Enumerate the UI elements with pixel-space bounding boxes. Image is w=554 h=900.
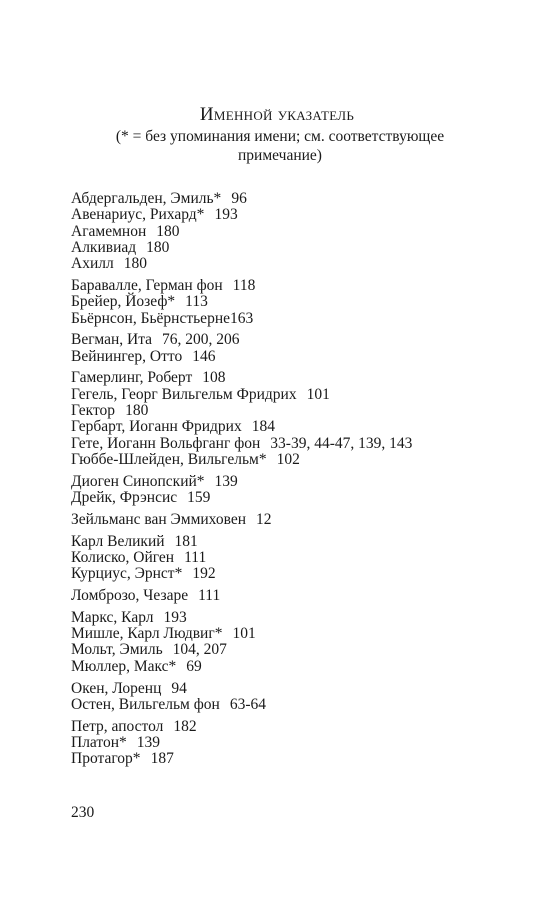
index-entry (71, 191, 511, 207)
entry-name: Зейльманс ван Эммиховен (71, 510, 246, 528)
index-entry (71, 294, 511, 310)
entry-name: Гете, Иоганн Вольфганг фон (71, 434, 261, 452)
index-entry (71, 626, 511, 642)
index-letter-group (71, 719, 511, 768)
index-entry (71, 735, 511, 751)
entry-name: Курциус, Эрнст* (71, 565, 183, 583)
page-number: 230 (71, 804, 95, 821)
index-letter-group (71, 370, 511, 468)
entry-name: Авенариус, Рихард* (71, 206, 205, 224)
index-entry (71, 349, 511, 365)
page-title (0, 104, 554, 126)
entry-name: Мишле, Карл Людвиг* (71, 625, 223, 643)
entry-name: Маркс, Карл (71, 608, 154, 626)
index-entry (71, 436, 511, 452)
entry-name: Брейер, Йозеф* (71, 293, 176, 311)
entry-name: Ломброзо, Чезаре (71, 587, 189, 605)
entry-name: Гюббе-Шлейден, Вильгельм* (71, 450, 267, 468)
entry-name: Алкивиад (71, 238, 137, 256)
index-letter-group (71, 191, 511, 272)
index-entry (71, 534, 511, 550)
index-entry (71, 588, 511, 604)
index-entry (71, 452, 511, 468)
entry-pages: 113 (185, 293, 208, 311)
entry-pages: 12 (256, 510, 272, 528)
index-entry (71, 697, 511, 713)
entry-name: Петр, апостол (71, 717, 164, 735)
entry-name: Карл Великий (71, 532, 165, 550)
index-entry (71, 278, 511, 294)
index-entry (71, 610, 511, 626)
subtitle-line: (* = без упоминания имени; см. соответствующее (115, 128, 445, 145)
entry-pages: 180 (156, 222, 180, 240)
index-entry (71, 403, 511, 419)
name-index (71, 191, 511, 773)
entry-pages: 118 (232, 276, 256, 294)
entry-name: Гамерлинг, Роберт (71, 369, 193, 387)
entry-pages: 193 (214, 206, 238, 224)
index-letter-group (71, 474, 511, 507)
entry-pages: 76, 200, 206 (162, 331, 240, 349)
entry-pages: 111 (184, 548, 207, 566)
entry-pages: 159 (187, 489, 211, 507)
entry-name: Дрейк, Фрэнсис (71, 489, 178, 507)
index-letter-group (71, 332, 511, 365)
index-letter-group (71, 681, 511, 714)
index-entry (71, 311, 511, 327)
entry-pages: 94 (171, 679, 187, 697)
entry-pages: 163 (230, 309, 254, 327)
entry-name: Колиско, Ойген (71, 548, 175, 566)
index-letter-group (71, 278, 511, 327)
entry-name: Абдергальден, Эмиль* (71, 190, 222, 207)
entry-pages: 139 (136, 733, 161, 751)
entry-pages: 180 (123, 255, 147, 273)
entry-pages: 187 (150, 750, 174, 768)
index-entry (71, 659, 511, 675)
entry-pages: 69 (186, 657, 202, 675)
entry-name: Остен, Вильгельм фон (71, 695, 220, 713)
entry-pages: 96 (231, 190, 247, 207)
entry-pages: 193 (163, 608, 187, 626)
index-entry (71, 490, 511, 506)
index-entry (71, 240, 511, 256)
index-entry (71, 224, 511, 240)
page-subtitle (60, 127, 500, 165)
entry-pages: 182 (173, 717, 197, 735)
index-letter-group (71, 610, 511, 675)
index-entry (71, 256, 511, 272)
entry-name: Диоген Синопский* (71, 472, 205, 490)
index-entry (71, 719, 511, 735)
entry-pages: 192 (192, 565, 216, 583)
entry-pages: 146 (192, 347, 216, 365)
index-letter-group (71, 534, 511, 583)
index-entry (71, 332, 511, 348)
entry-name: Баравалле, Герман фон (71, 276, 223, 294)
entry-name: Вегман, Ита (71, 331, 153, 349)
entry-pages: 102 (276, 450, 300, 468)
entry-name: Вейнингер, Отто (71, 347, 183, 365)
entry-pages: 111 (198, 587, 221, 605)
index-letter-group (71, 588, 511, 604)
index-entry (71, 370, 511, 386)
entry-name: Ахилл (71, 255, 114, 273)
index-entry (71, 681, 511, 697)
title-initial: И (199, 104, 214, 125)
entry-name: Протагор* (71, 750, 141, 768)
index-entry (71, 512, 511, 528)
entry-pages: 139 (214, 472, 238, 490)
entry-pages: 108 (202, 369, 226, 387)
subtitle-line: примечание) (238, 147, 322, 164)
entry-pages: 180 (125, 402, 149, 420)
index-entry (71, 387, 511, 403)
entry-name: Гегель, Георг Вильгельм Фридрих (71, 385, 297, 403)
index-letter-group (71, 512, 511, 528)
entry-name: Агамемнон (71, 222, 147, 240)
index-entry (71, 550, 511, 566)
entry-pages: 184 (251, 418, 275, 436)
entry-pages: 101 (232, 625, 256, 643)
entry-name: Гектор (71, 402, 116, 420)
index-entry (71, 566, 511, 582)
index-entry (71, 419, 511, 435)
entry-name: Мольт, Эмиль (71, 641, 163, 659)
entry-pages: 181 (174, 532, 198, 550)
entry-name: Бьёрнсон, Бьёрнстьерне (71, 309, 230, 327)
entry-name: Мюллер, Макс* (71, 657, 177, 675)
entry-pages: 63-64 (229, 695, 266, 713)
title-rest: менной указатель (213, 104, 355, 125)
entry-pages: 104, 207 (172, 641, 227, 659)
entry-name: Окен, Лоренц (71, 679, 162, 697)
index-entry (71, 474, 511, 490)
entry-pages: 101 (306, 385, 330, 403)
index-entry (71, 751, 511, 767)
entry-name: Гербарт, Иоганн Фридрих (71, 418, 242, 436)
index-entry (71, 642, 511, 658)
entry-pages: 33-39, 44-47, 139, 143 (270, 434, 413, 452)
entry-name: Платон* (71, 733, 127, 751)
entry-pages: 180 (146, 238, 170, 256)
index-entry (71, 207, 511, 223)
